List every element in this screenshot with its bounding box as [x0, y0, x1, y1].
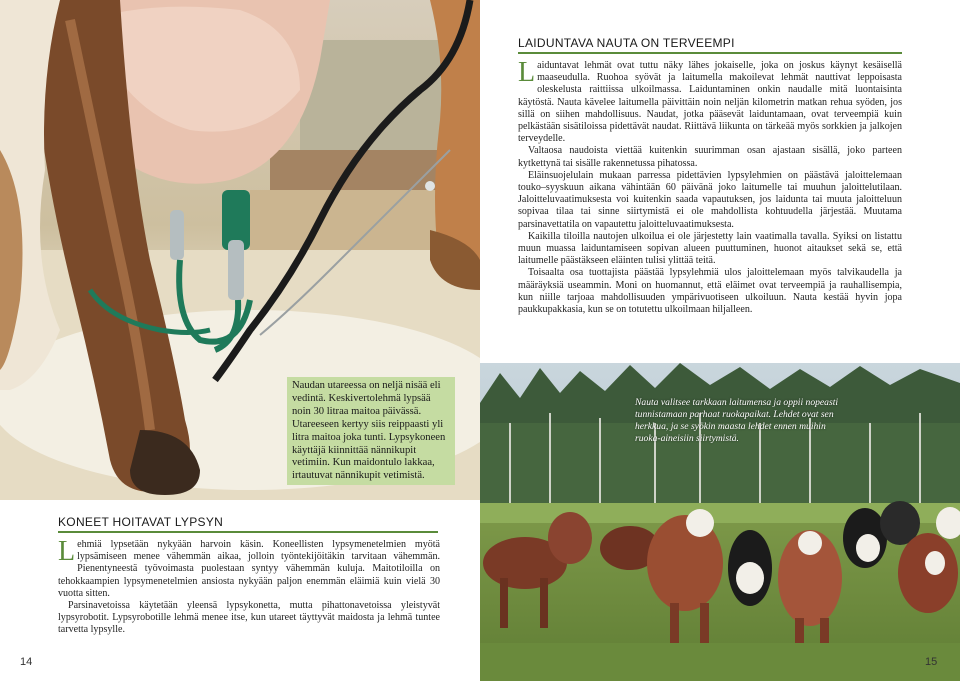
milking-paragraph-1-text: ehmiä lypsetään nykyään harvoin käsin. Koneellisten lypsymenetelmien myötä lypsämiseen menee vähemmän aikaa, jolloin työntekijöitäkin tarvitaan vähemmän. Pienentyneestä työvoimasta puolestaan syntyy vähemmän kuluja. Maitotiloilla on tehokkaampien lypsymenetelmien ansiosta nykyään paljon enemmän eläimiä kuin vielä 30 vuotta sitten.: [58, 539, 440, 599]
milking-article-heading: KONEET HOITAVAT LYPSYN: [58, 515, 438, 533]
udder-info-text: Naudan utareessa on neljä nisää eli vedintä. Keskivertolehmä lypsää noin 30 litraa maitoa päivässä. Utareeseen kertyy siis reippaasti yli litra maitoa joka tunti. Lypsykoneen käyttäjä kiinnittää nännikupit vetimiin. Kun maidontulo lakkaa, irtautuvat nännikupit vetimistä.: [292, 380, 446, 482]
milking-article-body: [58, 536, 440, 637]
grazing-paragraph-1-text: aiduntavat lehmät ovat tuttu näky lähes jokaiselle, joka on joskus käynyt kesäisellä maaseudulla. Ruohoa syövät ja laitumella makoilevat lehmät nauttivat leppoisasta oleskelusta raittiissa ulkoilmassa. Laiduntaminen onkin naudalle mitä luontaisinta käytöstä. Nauta kävelee laitumella päivittäin noin neljän kilometrin matkan rehua syöden, jos sillä on siihen mahdollisuus. Naudat, jotka pääsevät laiduntamaan, ovat terveempiä kuin pelkästään sisätiloissa pidettävät naudat. Riittävä liikunta on tärkeää myös sorkkien ja jalkojen terveydelle.: [518, 60, 902, 145]
page-number-right: 15: [925, 656, 938, 668]
grazing-paragraph-4: Kaikilla tiloilla nautojen ulkoilua ei ole järjestetty lain vaatimalla tavalla. Syiksi on listattu muun muassa laiduntamiseen sopivan alueen puuttuminen, huonot aitaukset sekä se, että laitumelle päästäkseen eläinten tulisi ylittää teitä.: [518, 230, 902, 267]
grazing-article-heading: LAIDUNTAVA NAUTA ON TERVEEMPI: [518, 36, 902, 54]
milking-paragraph-1: [58, 536, 440, 600]
milking-paragraph-2: Parsinavetoissa käytetään yleensä lypsykonetta, mutta pihattonavetoissa yleistyvät lypsyrobotit. Lypsyrobotille lehmä menee itse, kun utareet täyttyvät maidosta ja lehmä tuntee tarvetta lypsylle.: [58, 600, 440, 636]
udder-info-box: [287, 377, 455, 485]
grazing-article-body: [518, 57, 902, 316]
page-number-left: 14: [20, 656, 33, 668]
milking-dropcap: L: [58, 536, 76, 567]
grazing-article: [518, 36, 902, 316]
grazing-paragraph-2: Valtaosa naudoista viettää kuitenkin suurimman osan ajastaan sisällä, joko parteen kytkettynä tai sisälle rakennetussa pihatossa.: [518, 145, 902, 169]
grazing-dropcap: L: [518, 57, 536, 88]
grazing-paragraph-5: Toisaalta osa tuottajista päästää lypsylehmiä ulos jaloittelemaan myös talvikaudella ja määräyksiä useammin. Moni on huomannut, että eläimet ovat terveempiä ja rauhallisempia, kun niille tarjoaa mahdollisuuden ympärivuotiseen ulkoiluun. Nauta kestää hyvin jopa paukkupakkasia, kun se on totutettu ulkoilmaan hiljalleen.: [518, 267, 902, 316]
milking-article: [58, 515, 440, 637]
grazing-paragraph-1: [518, 57, 902, 145]
pasture-caption: Nauta valitsee tarkkaan laitumensa ja oppii nopeasti tunnistamaan parhaat ruokapaikat. Lehdet ovat sen herkkua, ja se syökin maasta lehdet ennen muihin ruoka-aineisiin siirtymistä.: [635, 397, 839, 444]
grazing-paragraph-3: Eläinsuojelulain mukaan parressa pidettävien lypsylehmien on päästävä jaloittelemaan touko–syyskuun aikana vähintään 60 päivänä joko laitumelle tai muuhun jaloittelutilaan. Jaloitteluvaatimuksesta voi kuitenkin saada vapautuksen, jos laidunta tai muuta jaloitteluun sopivaa tilaa tai sinne siirtymistä ei ole mahdollista kohtuudella järjestää. Muutama parsinavettatila on vapautettu jaloitteluvaatimuksesta.: [518, 169, 902, 230]
